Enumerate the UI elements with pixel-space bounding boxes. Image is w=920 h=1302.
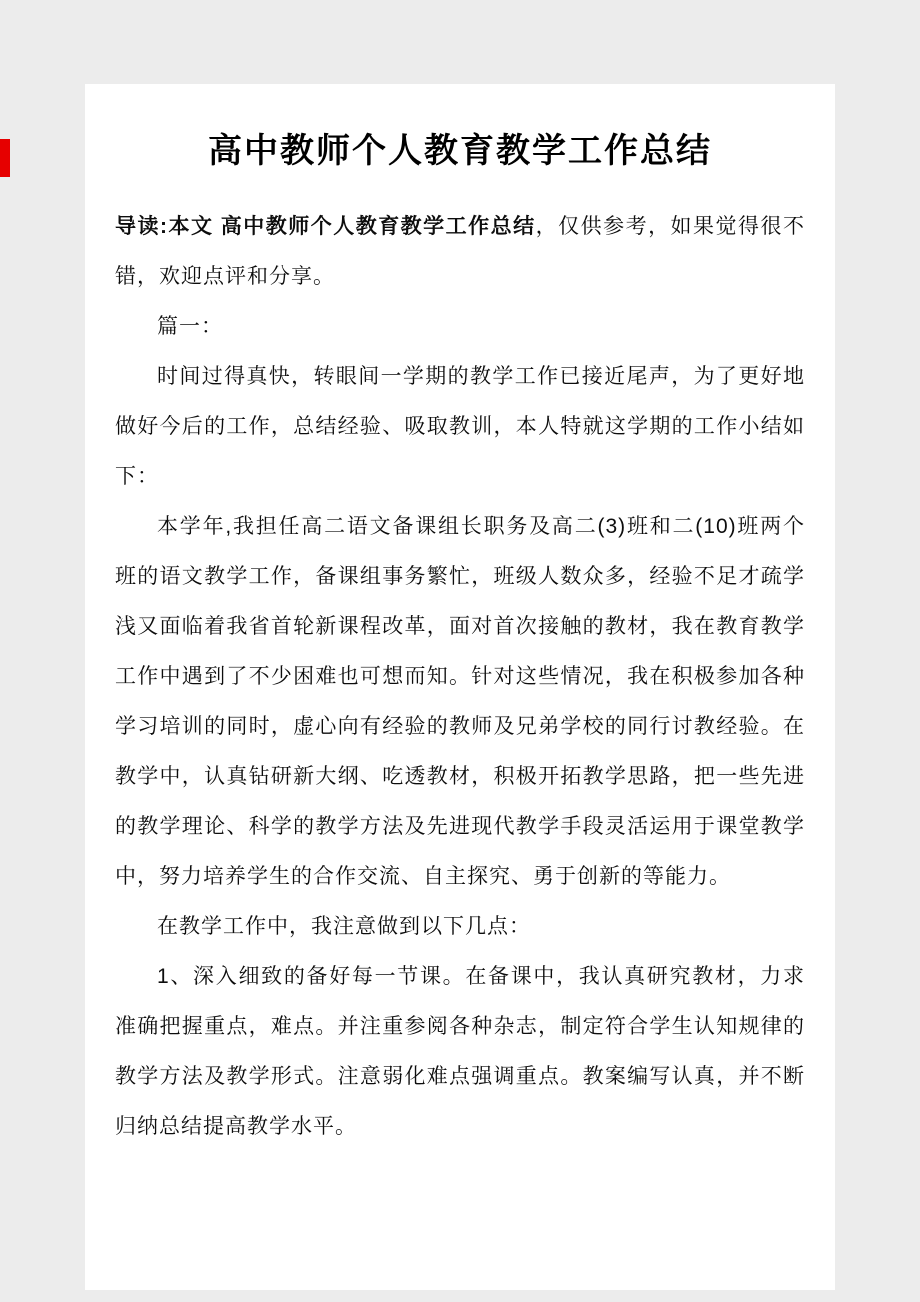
document-title: 高中教师个人教育教学工作总结 bbox=[208, 132, 712, 170]
intro-paragraph bbox=[115, 202, 805, 302]
body-paragraph-opening: 时间过得真快，转眼间一学期的教学工作已接近尾声，为了更好地做好今后的工作，总结经验、吸取教训，本人特就这学期的工作小结如下： bbox=[115, 365, 805, 488]
body-paragraph-school-year: 本学年,我担任高二语文备课组长职务及高二(3)班和二(10)班两个班的语文教学工作，备课组事务繁忙，班级人数众多，经验不足才疏学浅又面临着我省首轮新课程改革，面对首次接触的教材，我在教育教学工作中遇到了不少困难也可想而知。针对这些情况，我在积极参加各种学习培训的同时，虚心向有经验的教师及兄弟学校的同行讨教经验。在教学中，认真钻研新大纲、吃透教材，积极开拓教学思路，把一些先进的教学理论、科学的教学方法及先进现代教学手段灵活运用于课堂教学中，努力培养学生的合作交流、自主探究、勇于创新的等能力。 bbox=[115, 515, 805, 888]
section-heading-pian-yi: 篇一： bbox=[157, 315, 223, 338]
body-paragraph-point-1: 1、深入细致的备好每一节课。在备课中，我认真研究教材，力求准确把握重点，难点。并注重参阅各种杂志，制定符合学生认知规律的教学方法及教学形式。注意弱化难点强调重点。教案编写认真，并不断归纳总结提高教学水平。 bbox=[115, 965, 805, 1138]
intro-lead-bold: 导读:本文 bbox=[115, 215, 221, 238]
intro-title-bold: 高中教师个人教育教学工作总结 bbox=[220, 215, 536, 238]
document-page bbox=[85, 84, 835, 1290]
intro-rest-text: ，仅供参考，如果觉得很不错，欢迎点评和分享。 bbox=[115, 215, 806, 288]
body-paragraph-points-intro: 在教学工作中，我注意做到以下几点： bbox=[157, 915, 531, 938]
document-content bbox=[85, 84, 835, 1152]
red-bookmark-marker bbox=[0, 139, 10, 177]
